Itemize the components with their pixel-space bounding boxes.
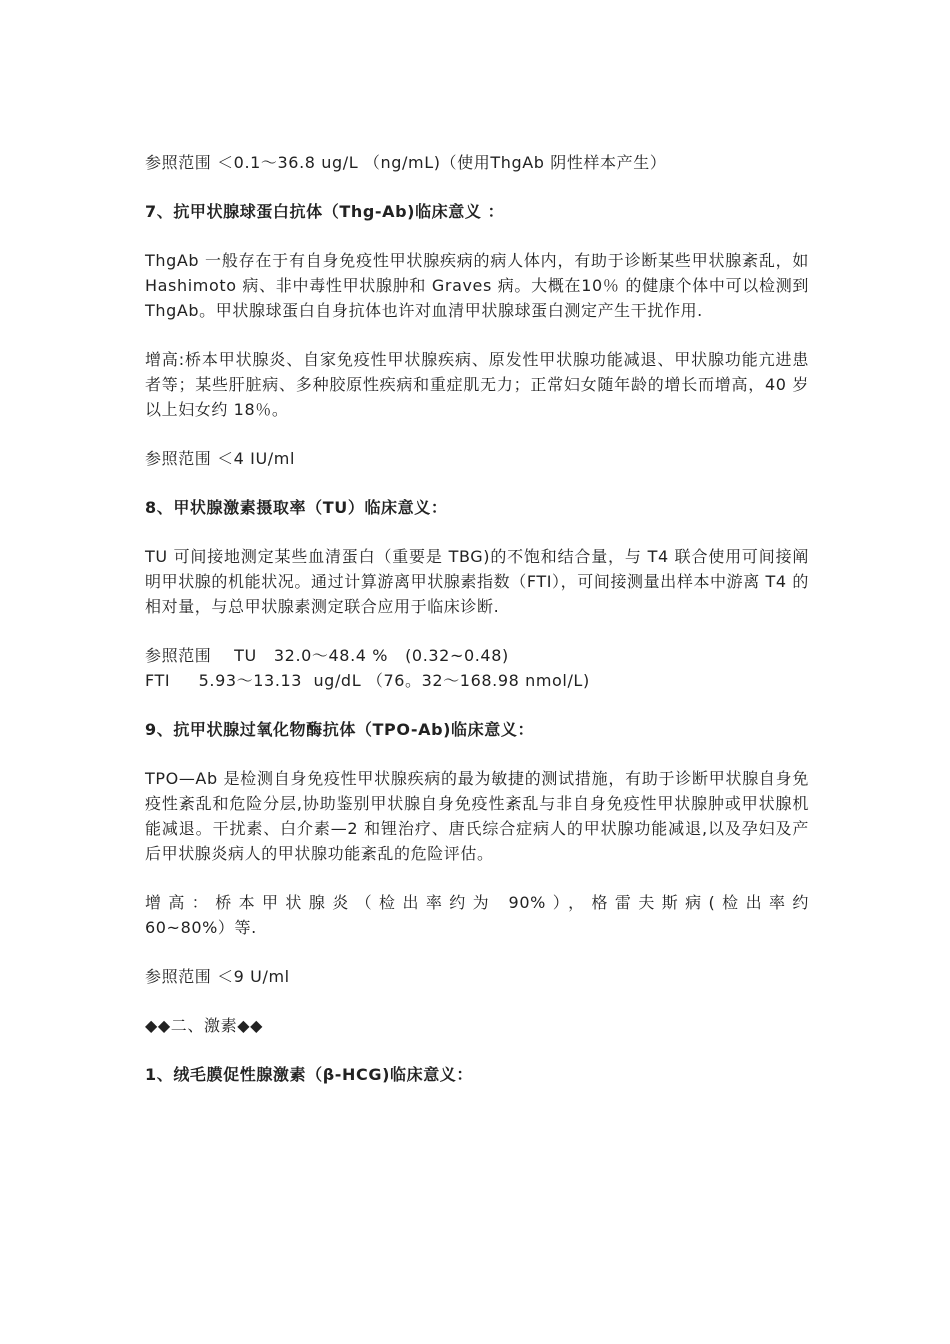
reference-range-thgab: 参照范围 ＜4 IU/ml bbox=[145, 449, 296, 468]
reference-range-tpo: 参照范围 ＜9 U/ml bbox=[145, 967, 290, 986]
reference-range-tu bbox=[145, 643, 809, 693]
paragraph-tu-description: TU 可间接地测定某些血清蛋白（重要是 TBG)的不饱和结合量，与 T4 联合使用可间接阐明甲状腺的机能状况。通过计算游离甲状腺素指数（FTI），可间接测量出样本中游离 T4 的相对量，与总甲状腺素测定联合应用于临床诊断. bbox=[145, 547, 809, 616]
paragraph-tpo-description: TPO—Ab 是检测自身免疫性甲状腺疾病的最为敏捷的测试措施，有助于诊断甲状腺自身免疫性紊乱和危险分层,协助鉴别甲状腺自身免疫性紊乱与非自身免疫性甲状腺肿或甲状腺机能减退。干扰素、白介素—2 和锂治疗、唐氏综合症病人的甲状腺功能减退,以及孕妇及产后甲状腺炎病人的甲状腺功能紊乱的危险评估。 bbox=[145, 769, 809, 863]
reference-range-tu-line: 参照范围 TU 32.0～48.4 % (0.32~0.48) bbox=[145, 646, 509, 665]
paragraph-tpo-increase-line1: 增高：桥本甲状腺炎（检出率约为 90%），格雷夫斯病(检出率约 bbox=[145, 893, 809, 912]
paragraph-tpo-increase-line2: 60~80%）等. bbox=[145, 918, 257, 937]
paragraph-thgab-increase: 增高:桥本甲状腺炎、自家免疫性甲状腺疾病、原发性甲状腺功能减退、甲状腺功能亢进患者等；某些肝脏病、多种胶原性疾病和重症肌无力；正常妇女随年龄的增长而增高，40 岁以上妇女约 18％。 bbox=[145, 350, 809, 419]
heading-hcg: 1、绒毛膜促性腺激素（β-HCG)临床意义： bbox=[145, 1065, 474, 1084]
reference-range-thg: 参照范围 ＜0.1～36.8 ug/L （ng/mL)（使用ThgAb 阴性样本产生） bbox=[145, 153, 667, 172]
reference-range-fti-line: FTI 5.93～13.13 ug/dL （76。32～168.98 nmol/L) bbox=[145, 671, 590, 690]
paragraph-thgab-description: ThgAb 一般存在于有自身免疫性甲状腺疾病的病人体内，有助于诊断某些甲状腺紊乱，如 Hashimoto 病、非中毒性甲状腺肿和 Graves 病。大概在10％ 的健康个体中可以检测到ThgAb。甲状腺球蛋白自身抗体也许对血清甲状腺球蛋白测定产生干扰作用. bbox=[145, 251, 809, 320]
heading-tu: 8、甲状腺激素摄取率（TU）临床意义： bbox=[145, 498, 448, 517]
heading-tpo-ab: 9、抗甲状腺过氧化物酶抗体（TPO-Ab)临床意义： bbox=[145, 720, 535, 739]
section-heading-hormones: ◆◆二、激素◆◆ bbox=[145, 1016, 264, 1035]
document-page bbox=[145, 150, 809, 1111]
paragraph-tpo-increase bbox=[145, 890, 809, 940]
heading-thg-ab: 7、抗甲状腺球蛋白抗体（Thg-Ab)临床意义 ： bbox=[145, 202, 505, 221]
